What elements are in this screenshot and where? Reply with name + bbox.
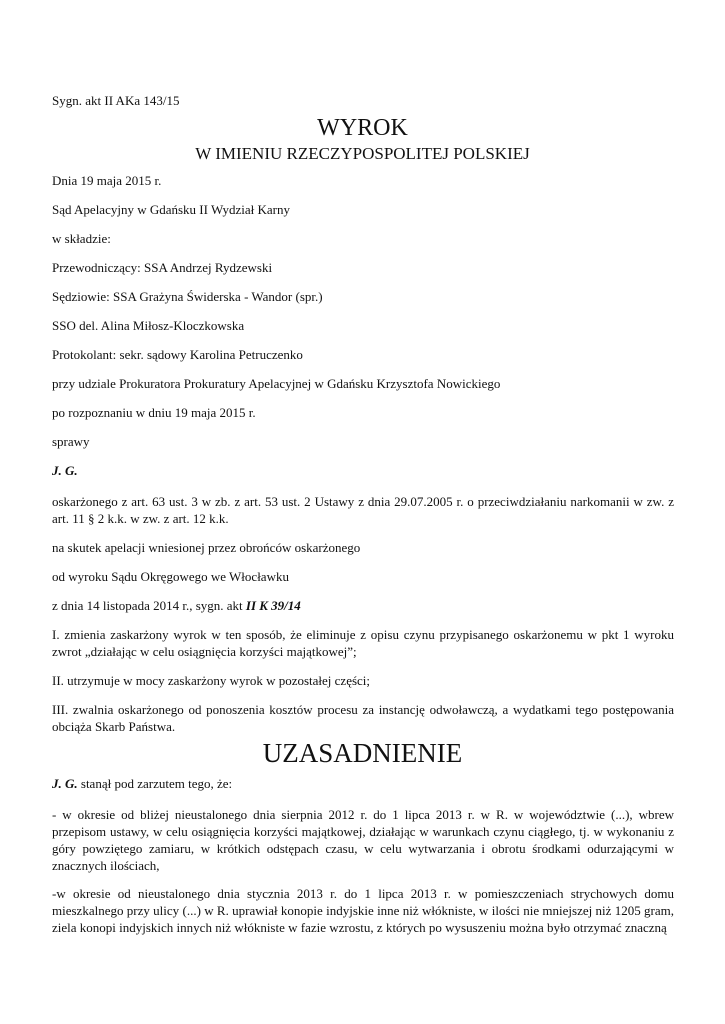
hearing-line: po rozpoznaniu w dniu 19 maja 2015 r. [52, 405, 256, 420]
point-2: II. utrzymuje w mocy zaskarżony wyrok w pozostałej części; [52, 673, 371, 688]
judgment-title: WYROK [317, 115, 408, 141]
justification-paragraph-1: - w okresie od bliżej nieustalonego dnia sierpnia 2012 r. do 1 lipca 2013 r. w R. w województwie (...), wbrew przepisom ustawy, w celu osiągnięcia korzyści majątkowej, działając w warunkach czynu ciągłego, tj. w wykonaniu z góry powziętego zamiaru, w krótkich odstępach czasu, w celu wytwarzania i obrotu środkami odurzającymi w znacznych ilościach, [52, 807, 674, 873]
judgment-date-line [52, 597, 674, 614]
defendant-name: J. G. [52, 463, 78, 478]
judgment-date-text: z dnia 14 listopada 2014 r., sygn. akt [52, 598, 246, 613]
date-line: Dnia 19 maja 2015 r. [52, 173, 162, 188]
appeal-line: na skutek apelacji wniesionej przez obrońców oskarżonego [52, 540, 361, 555]
charge-paragraph: oskarżonego z art. 63 ust. 3 w zb. z art. 53 ust. 2 Ustawy z dnia 29.07.2005 r. o przeciwdziałaniu narkomanii w zw. z art. 11 § 2 k.k. w zw. z art. 12 k.k. [52, 494, 674, 526]
judgment-sygn: II K 39/14 [245, 598, 301, 613]
point-1: I. zmienia zaskarżony wyrok w ten sposób, że eliminuje z opisu czynu przypisanego oskarżonemu w pkt 1 wyroku zwrot „działając w celu osiągnięcia korzyści majątkowej”; [52, 627, 674, 659]
justification-title: UZASADNIENIE [262, 738, 463, 768]
from-judgment-line: od wyroku Sądu Okręgowego we Włocławku [52, 569, 289, 584]
judges-line: Sędziowie: SSA Grażyna Świderska - Wandor (spr.) [52, 289, 323, 304]
justification-intro [52, 775, 674, 792]
prosecutor-line: przy udziale Prokuratora Prokuratury Apelacyjnej w Gdańsku Krzysztofa Nowickiego [52, 376, 501, 391]
clerk-line: Protokolant: sekr. sądowy Karolina Petruczenko [52, 347, 303, 362]
case-label: sprawy [52, 434, 90, 449]
court-name: Sąd Apelacyjny w Gdańsku II Wydział Karny [52, 202, 290, 217]
justification-intro-text: stanął pod zarzutem tego, że: [77, 776, 233, 791]
case-signature: Sygn. akt II AKa 143/15 [52, 93, 180, 108]
judgment-subtitle: W IMIENIU RZECZYPOSPOLITEJ POLSKIEJ [195, 144, 530, 163]
justification-defendant: J. G. [52, 776, 78, 791]
composition-label: w składzie: [52, 231, 111, 246]
point-3: III. zwalnia oskarżonego od ponoszenia kosztów procesu za instancję odwoławczą, a wydatkami tego postępowania obciąża Skarb Państwa. [52, 702, 674, 734]
chair-line: Przewodniczący: SSA Andrzej Rydzewski [52, 260, 273, 275]
justification-paragraph-2: -w okresie od nieustalonego dnia stycznia 2013 r. do 1 lipca 2013 r. w pomieszczeniach strychowych domu mieszkalnego przy ulicy (...) w R. uprawiał konopie indyjskie inne niż włókniste, w ilości nie mniejszej niż 1205 gram, ziela konopi indyjskich innych niż włókniste w fazie wzrostu, z których po wysuszeniu można było otrzymać znaczną [52, 886, 674, 935]
judge2-line: SSO del. Alina Miłosz-Kloczkowska [52, 318, 245, 333]
